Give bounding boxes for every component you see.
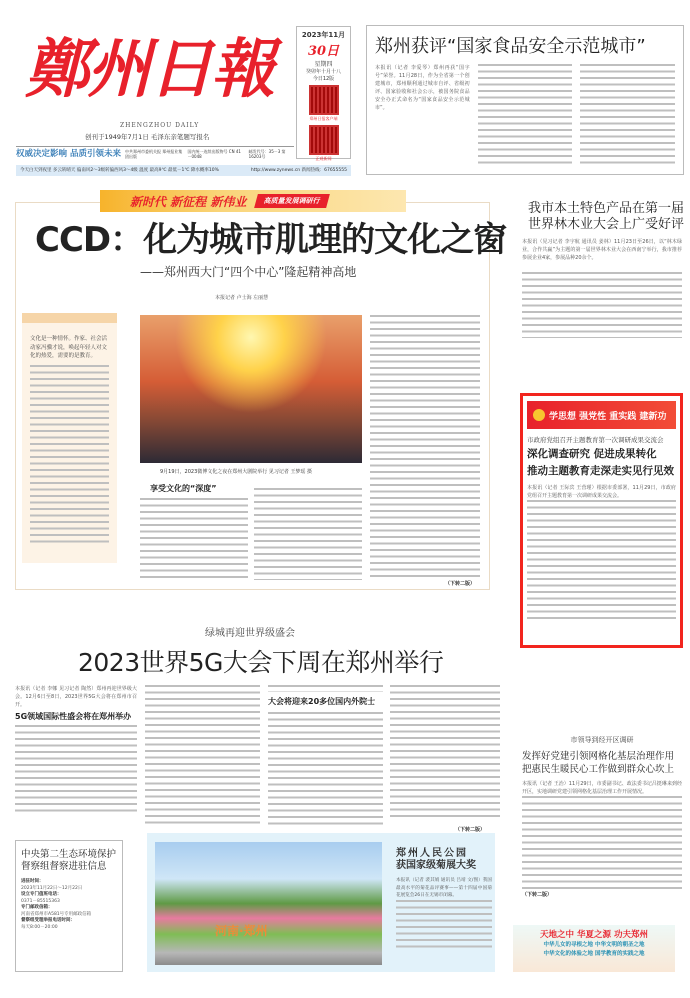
sidebar-body — [30, 365, 109, 545]
fiveg-col3 — [268, 685, 383, 827]
sidebar-text: 文化是一种情怀。作家、社会活动家冯骥才说，唤起年轻人对文化的热爱，需要的是教育。 — [30, 336, 108, 359]
fiveg-lead: 本报讯（记者 李娜 见习记者 陶然）郑州再迎世界级大会。12月6日至8日，2023世界5G大会将在郑州市召开。 — [15, 686, 137, 708]
qr-label: 正观新闻 — [315, 156, 332, 161]
garden-headline: 获国家级菊展大奖 — [396, 860, 476, 871]
banner-tag: 高质量发展调研行 — [254, 194, 330, 208]
feature-subheadline: ——郑州西大门“四个中心”隆起精神高地 — [140, 265, 357, 279]
theme-headline: 深化调查研究 促进成果转化 — [527, 448, 657, 460]
inspection-headline: 中央第二生态环境保护督察组督察进驻信息 — [21, 849, 117, 872]
continued-note: （下转二版） — [445, 581, 476, 587]
item-value: 0371－85515363 — [21, 898, 60, 904]
item-value: 2023年11月22日～12月22日 — [21, 885, 83, 891]
item-label: 督察组受理举报电话时间： — [21, 918, 75, 923]
theme-kicker: 市政府党组召开主题教育第一次调研成果交流会 — [527, 436, 664, 444]
forestry-lead: 本报讯（见习记者 李宇航 通讯员 姜林）11月23日至26日，以“林木绿业，合作共赢”为主题的第一届世界林木业大会在西南宁举行，我市推荐参展企业4家，参展品种20余个。 — [522, 239, 682, 261]
masthead-logo: 鄭州日報 — [25, 32, 273, 107]
grid-body — [522, 796, 682, 891]
garden-body — [396, 900, 492, 950]
grid-article — [522, 735, 682, 898]
section-title: 享受文化的“深度” — [150, 484, 217, 493]
theme-lead: 本报讯（记者 王际宾 王营瑾）根据市委部署，11月29日，市政府党组召开主题教育第一次调研成果交流会。 — [527, 485, 676, 499]
ad-line: 中华儿女的寻根之地 中华文明的朝圣之地 — [543, 942, 645, 948]
theme-box — [520, 393, 683, 648]
theme-banner — [527, 401, 676, 429]
fiveg-body — [268, 685, 383, 692]
city-ad-banner — [513, 925, 675, 972]
fiveg-col1 — [15, 685, 137, 815]
website[interactable]: http://www.zynews.cn 新闻热线：67655555 — [250, 168, 347, 173]
garden-headline: 郑州人民公园 — [396, 848, 468, 859]
fiveg-subhead: 5G领域国际性盛会将在郑州举办 — [15, 712, 132, 721]
item-value: 河南省郑州市A581号专用邮政信箱 — [21, 911, 92, 917]
day: 30日 — [307, 44, 340, 59]
feature-byline: 本报记者 卢士海 左丽慧 — [215, 295, 269, 301]
qr-code-icon[interactable] — [309, 125, 339, 155]
weather-strip — [16, 165, 351, 176]
stage-photo — [140, 315, 362, 463]
grid-kicker: 市领导到经开区调研 — [570, 736, 634, 744]
forestry-headline: 我市本土特色产品在第一届世界林木业大会上广受好评 — [528, 201, 685, 232]
garden-article — [396, 848, 492, 950]
photo-sign: 河南·郑州 — [215, 924, 268, 938]
article-body — [580, 64, 675, 164]
weather: 今天白天到夜里 多云转晴天 偏南风2～3级转偏西风3～4级 温度 最高9℃ 最低－1℃ 降水概率10% — [20, 168, 219, 173]
fiveg-body — [145, 685, 260, 825]
feature-headline: CCD：化为城市肌理的文化之窗 — [35, 220, 507, 260]
headline: 郑州获评“国家食品安全示范城市” — [375, 36, 646, 57]
grid-lead: 本报讯（记者 王治）11月29日，市委副书记、政法委书记吕挺琳来到经开区，实地调研党建引领网格化基层治理工作开展情况。 — [522, 781, 682, 795]
item-label: 进驻时间： — [21, 879, 44, 884]
item-value: 每天8:00－20:00 — [21, 924, 58, 930]
feature-sidebar — [22, 313, 117, 563]
masthead-english: ZHENGZHOU DAILY — [120, 122, 200, 129]
garden-lead: 本报讯（记者 裴其娟 通讯员 吕靖 文/图）我国最高水平的菊花品评赛事——第十四届中国菊花展览会26日在无锡市闭幕。 — [396, 878, 492, 898]
article-body — [478, 64, 573, 164]
feature-body — [140, 498, 248, 580]
fiveg-body — [15, 725, 137, 815]
qr-code-icon[interactable] — [309, 85, 339, 115]
weekday: 星期四 — [314, 61, 333, 68]
lunar-date: 癸卯年十月十八 — [305, 69, 341, 75]
slogan-bar — [16, 146, 294, 160]
grid-headline: 把惠民生暖民心工作做到群众心坎上 — [522, 764, 675, 775]
qr-label: 郑州日报客户端 — [309, 116, 338, 121]
top-article — [366, 25, 684, 175]
forestry-body — [522, 272, 682, 338]
ad-line: 中华文化的体验之地 国学教育的实践之地 — [543, 951, 645, 957]
feature-banner — [100, 190, 406, 212]
feature-body — [370, 315, 480, 577]
fiveg-body — [268, 712, 383, 827]
slogan: 权威决定影响 品质引领未来 — [16, 148, 121, 159]
year-month: 2023年11月 — [301, 31, 346, 39]
date-box — [296, 26, 351, 159]
continued-note: （下转二版） — [522, 892, 553, 898]
fiveg-headline: 2023世界5G大会下周在郑州举行 — [78, 648, 444, 677]
theme-banner-text: 学思想 强党性 重实践 建新功 — [549, 411, 667, 422]
feature-body — [254, 488, 362, 580]
theme-body — [527, 500, 676, 620]
article-lead: 本报讯（记者 李爱琴）郑州再获“国字号”荣誉。11月28日，作为全省第一个创建城市，郑州顺利通过城市自评、省级初评、国家验收和社会公示，被国务院食品安全办正式命名为“国家食品安全示范城市”。 — [375, 65, 470, 111]
banner-slogan: 新时代 新征程 新伟业 — [130, 194, 247, 209]
theme-headline: 推动主题教育走深走实见行见效 — [527, 465, 674, 477]
item-label: 专门邮政信箱： — [21, 905, 53, 910]
page-count: 今日12版 — [312, 76, 335, 82]
ad-title: 天地之中 华夏之源 功夫郑州 — [540, 930, 648, 940]
fiveg-subhead: 大会将迎来20多位国内外院士 — [268, 697, 376, 706]
item-label: 设立专门值班电话： — [21, 892, 62, 897]
photo-caption: 9月19日，2023微博文化之夜在郑州大剧院举行 见习记者 王梦瑶 摄 — [160, 469, 313, 475]
cn-number: 国内统一连续出版物号 CN 41－0048 — [187, 148, 241, 159]
party-emblem-icon — [533, 409, 545, 421]
postal-code: 邮发代号：35－3 第16203号 — [248, 148, 286, 159]
sponsor: 中共郑州市委机关报 郑州报业集团出版 — [124, 148, 183, 159]
grid-headline: 发挥好党建引领网格化基层治理作用 — [522, 751, 675, 762]
fiveg-body — [390, 685, 500, 821]
inspection-box — [15, 840, 123, 972]
founded-line: 创刊于1949年7月1日 毛泽东亲笔题写报名 — [85, 133, 210, 141]
fiveg-kicker: 绿城再迎世界级盛会 — [205, 628, 295, 639]
garden-photo — [155, 842, 382, 965]
continued-note: （下转二版） — [455, 827, 486, 833]
